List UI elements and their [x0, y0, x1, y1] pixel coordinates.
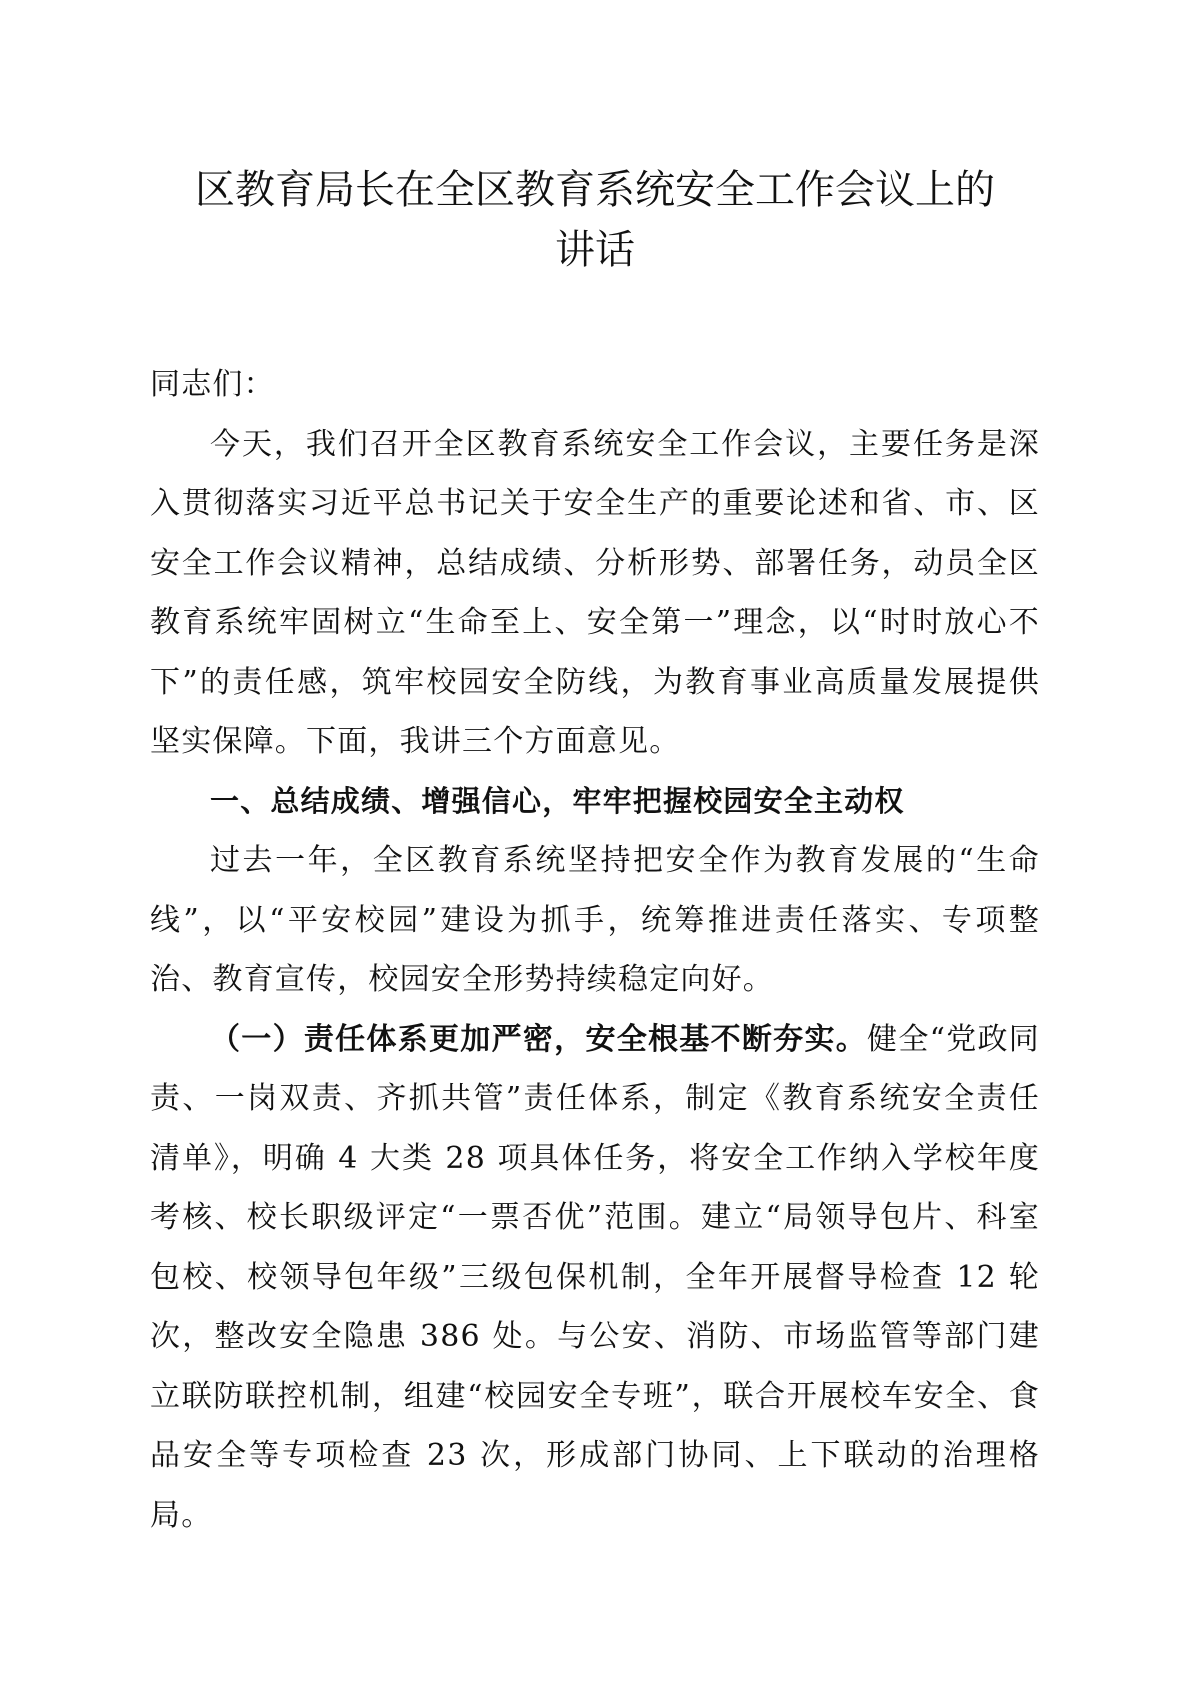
subsection-1-lead: （一）责任体系更加严密，安全根基不断夯实。 [210, 1021, 868, 1057]
salutation: 同志们： [150, 367, 275, 402]
subsection-1-paragraph [150, 1010, 1040, 1546]
intro-paragraph: 今天，我们召开全区教育系统安全工作会议，主要任务是深入贯彻落实习近平总书记关于安全生产的重要论述和省、市、区安全工作会议精神，总结成绩、分析形势、部署任务，动员全区教育系统牢固树立“生命至上、安全第一”理念，以“时时放心不下”的责任感，筑牢校园安全防线，为教育事业高质量发展提供坚实保障。下面，我讲三个方面意见。 [150, 426, 1040, 759]
title-line-1: 区教育局长在全区教育系统安全工作会议上的 [195, 167, 995, 213]
document-title [140, 160, 1050, 280]
subsection-1-body: 健全“党政同责、一岗双责、齐抓共管”责任体系，制定《教育系统安全责任清单》，明确 4 大类 28 项具体任务，将安全工作纳入学校年度考核、校长职级评定“一票否优”范围。建立“局领导包片、科室包校、校领导包年级”三级包保机制，全年开展督导检查 12 轮次，整改安全隐患 386 处。与公安、消防、市场监管等部门建立联防联控机制，组建“校园安全专班”，联合开展校车安全、食品安全等专项检查 23 次，形成部门协同、上下联动的治理格局。 [150, 1021, 1041, 1533]
title-line-2: 讲话 [555, 227, 635, 273]
section-1-intro-paragraph: 过去一年，全区教育系统坚持把安全作为教育发展的“生命线”，以“平安校园”建设为抓手，统筹推进责任落实、专项整治、教育宣传，校园安全形势持续稳定向好。 [150, 843, 1040, 997]
document-body [150, 355, 1040, 1545]
section-1-heading: 一、总结成绩、增强信心，牢牢把握校园安全主动权 [210, 783, 905, 818]
